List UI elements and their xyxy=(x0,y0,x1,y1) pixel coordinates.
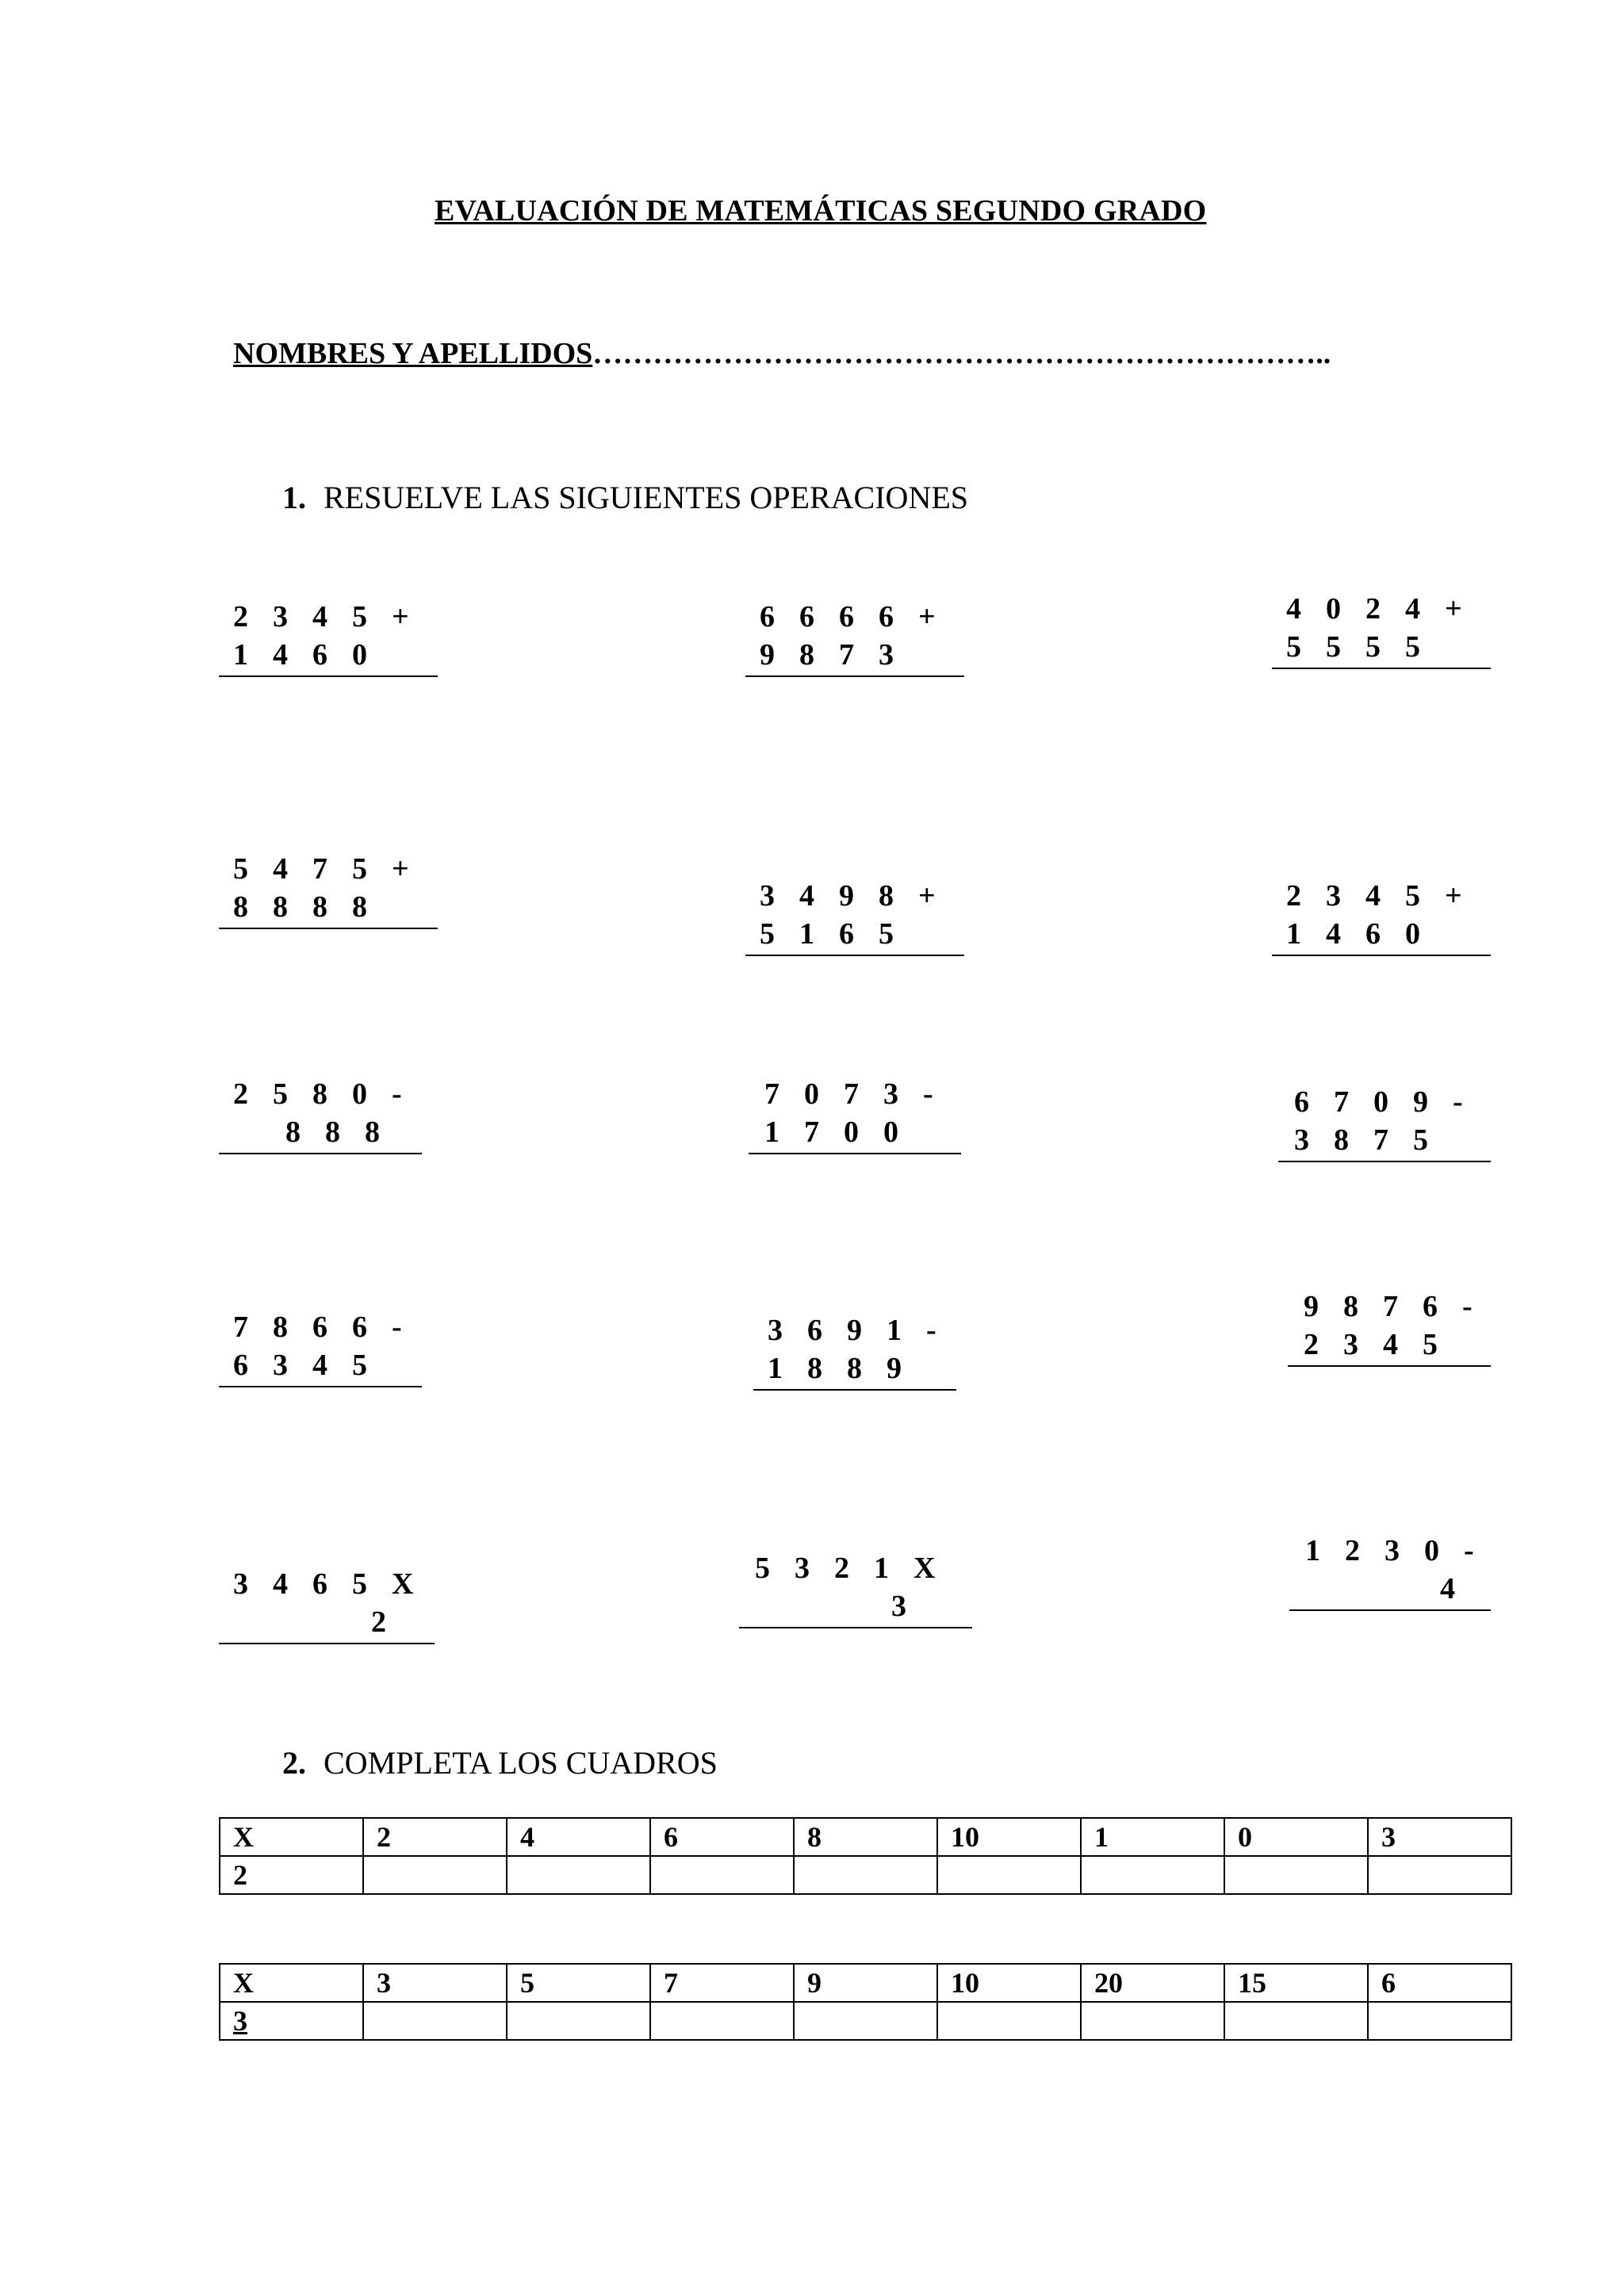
answer-cell[interactable] xyxy=(650,2002,794,2040)
answer-cell[interactable] xyxy=(507,1856,650,1894)
operation-bottom-number: 5555 xyxy=(1286,630,1445,664)
operation-answer-line[interactable] xyxy=(749,1153,961,1154)
operation-9 xyxy=(1278,1085,1491,1162)
name-field-dots: ……………………………………………………………….. xyxy=(592,337,1331,370)
operation-bottom-number: 8888 xyxy=(233,890,392,924)
operation-answer-line[interactable] xyxy=(1278,1161,1491,1162)
answer-cell[interactable] xyxy=(794,1856,937,1894)
operation-answer-line[interactable] xyxy=(1288,1365,1491,1367)
table-cell: 2 xyxy=(363,1818,507,1856)
operation-answer-line[interactable] xyxy=(1289,1609,1491,1611)
operation-top-number: 6709- xyxy=(1294,1085,1488,1119)
section-1-text: RESUELVE LAS SIGUIENTES OPERACIONES xyxy=(324,480,969,515)
answer-cell[interactable] xyxy=(1081,1856,1224,1894)
operation-top-number: 3465X xyxy=(233,1567,439,1601)
table-answer-row xyxy=(220,1856,1511,1894)
operation-6 xyxy=(1272,878,1491,956)
operation-answer-line[interactable] xyxy=(1272,668,1491,669)
answer-cell[interactable] xyxy=(1224,1856,1368,1894)
answer-cell[interactable] xyxy=(794,2002,937,2040)
operation-8 xyxy=(749,1077,961,1154)
table-cell: 2 xyxy=(220,1856,363,1894)
operation-bottom-number: 888 xyxy=(285,1115,404,1149)
operation-top-number: 6666+ xyxy=(760,600,960,633)
answer-cell[interactable] xyxy=(650,1856,794,1894)
operation-3 xyxy=(1272,591,1491,669)
table-cell: 3 xyxy=(1368,1818,1511,1856)
table-cell: 10 xyxy=(937,1818,1081,1856)
answer-cell[interactable] xyxy=(1224,2002,1368,2040)
operation-top-number: 7073- xyxy=(764,1077,958,1111)
operation-top-number: 5321X xyxy=(755,1552,960,1585)
table-cell: 8 xyxy=(794,1818,937,1856)
table-cell: 7 xyxy=(650,1964,794,2002)
operation-answer-line[interactable] xyxy=(745,675,964,677)
operation-15 xyxy=(1289,1533,1499,1611)
multiplication-table-3 xyxy=(219,1963,1512,2041)
answer-cell[interactable] xyxy=(363,2002,507,2040)
operation-answer-line[interactable] xyxy=(219,1643,435,1644)
operation-top-number: 2580- xyxy=(233,1077,427,1111)
operation-bottom-number: 3 xyxy=(891,1590,931,1623)
name-field-label: NOMBRES Y APELLIDOS xyxy=(233,337,593,370)
answer-cell[interactable] xyxy=(937,1856,1081,1894)
operation-top-number: 7866- xyxy=(233,1311,427,1344)
section-1-number: 1. xyxy=(282,480,306,515)
operation-answer-line[interactable] xyxy=(745,955,964,956)
operation-bottom-number: 9873 xyxy=(760,638,918,672)
operation-top-number: 1230- xyxy=(1305,1534,1499,1567)
section-2-text: COMPLETA LOS CUADROS xyxy=(324,1745,718,1781)
operation-bottom-number: 1889 xyxy=(768,1352,926,1385)
table-cell: 20 xyxy=(1081,1964,1224,2002)
table-answer-row xyxy=(220,2002,1511,2040)
operation-5 xyxy=(745,878,964,956)
multiplication-table-2 xyxy=(219,1817,1512,1895)
answer-cell[interactable] xyxy=(1368,2002,1511,2040)
answer-cell[interactable] xyxy=(1368,1856,1511,1894)
table-header-row xyxy=(220,1818,1511,1856)
operation-answer-line[interactable] xyxy=(219,928,438,929)
operation-answer-line[interactable] xyxy=(219,1386,422,1387)
operation-bottom-number: 3875 xyxy=(1294,1123,1453,1157)
operation-bottom-number: 2345 xyxy=(1304,1328,1462,1361)
operation-10 xyxy=(219,1310,427,1387)
section-2-number: 2. xyxy=(282,1745,306,1781)
table-cell: 3 xyxy=(363,1964,507,2002)
table-cell: 4 xyxy=(507,1818,650,1856)
operation-bottom-number: 6345 xyxy=(233,1349,392,1382)
table-cell: 5 xyxy=(507,1964,650,2002)
section-1-heading xyxy=(282,479,968,516)
operation-top-number: 3691- xyxy=(768,1314,961,1347)
answer-cell[interactable] xyxy=(507,2002,650,2040)
operation-7 xyxy=(219,1077,427,1154)
operation-answer-line[interactable] xyxy=(1272,955,1491,956)
table-cell: 1 xyxy=(1081,1818,1224,1856)
operation-answer-line[interactable] xyxy=(219,675,438,677)
table-header-row xyxy=(220,1964,1511,2002)
operation-top-number: 5475+ xyxy=(233,852,434,886)
table-cell: 6 xyxy=(650,1818,794,1856)
operation-top-number: 9876- xyxy=(1304,1290,1497,1323)
answer-cell[interactable] xyxy=(363,1856,507,1894)
operation-11 xyxy=(753,1313,961,1391)
table-cell: X xyxy=(220,1818,363,1856)
name-field[interactable] xyxy=(233,336,1331,371)
operation-bottom-number: 2 xyxy=(371,1605,411,1639)
operation-bottom-number: 1700 xyxy=(764,1115,923,1149)
operation-top-number: 3498+ xyxy=(760,879,960,913)
operation-14 xyxy=(739,1551,972,1628)
operation-top-number: 2345+ xyxy=(233,600,434,633)
operation-12 xyxy=(1288,1289,1497,1367)
operation-top-number: 2345+ xyxy=(1286,879,1487,913)
operation-bottom-number: 1460 xyxy=(233,638,392,672)
operation-bottom-number: 4 xyxy=(1440,1572,1480,1605)
operation-13 xyxy=(219,1567,439,1644)
operation-bottom-number: 5165 xyxy=(760,917,918,951)
operation-2 xyxy=(745,599,964,677)
answer-cell[interactable] xyxy=(937,2002,1081,2040)
table-cell: 10 xyxy=(937,1964,1081,2002)
table-cell: 6 xyxy=(1368,1964,1511,2002)
table-cell: 15 xyxy=(1224,1964,1368,2002)
operation-answer-line[interactable] xyxy=(739,1627,972,1628)
section-2-heading xyxy=(282,1744,718,1781)
operation-bottom-number: 1460 xyxy=(1286,917,1445,951)
page-title: EVALUACIÓN DE MATEMÁTICAS SEGUNDO GRADO xyxy=(435,194,1207,228)
operation-answer-line[interactable] xyxy=(219,1153,422,1154)
table-cell: 3 xyxy=(220,2002,363,2040)
table-cell: 0 xyxy=(1224,1818,1368,1856)
operation-top-number: 4024+ xyxy=(1286,592,1487,626)
operation-4 xyxy=(219,851,438,929)
operation-answer-line[interactable] xyxy=(753,1389,956,1391)
answer-cell[interactable] xyxy=(1081,2002,1224,2040)
table-cell: 9 xyxy=(794,1964,937,2002)
operation-1 xyxy=(219,599,438,677)
table-cell: X xyxy=(220,1964,363,2002)
